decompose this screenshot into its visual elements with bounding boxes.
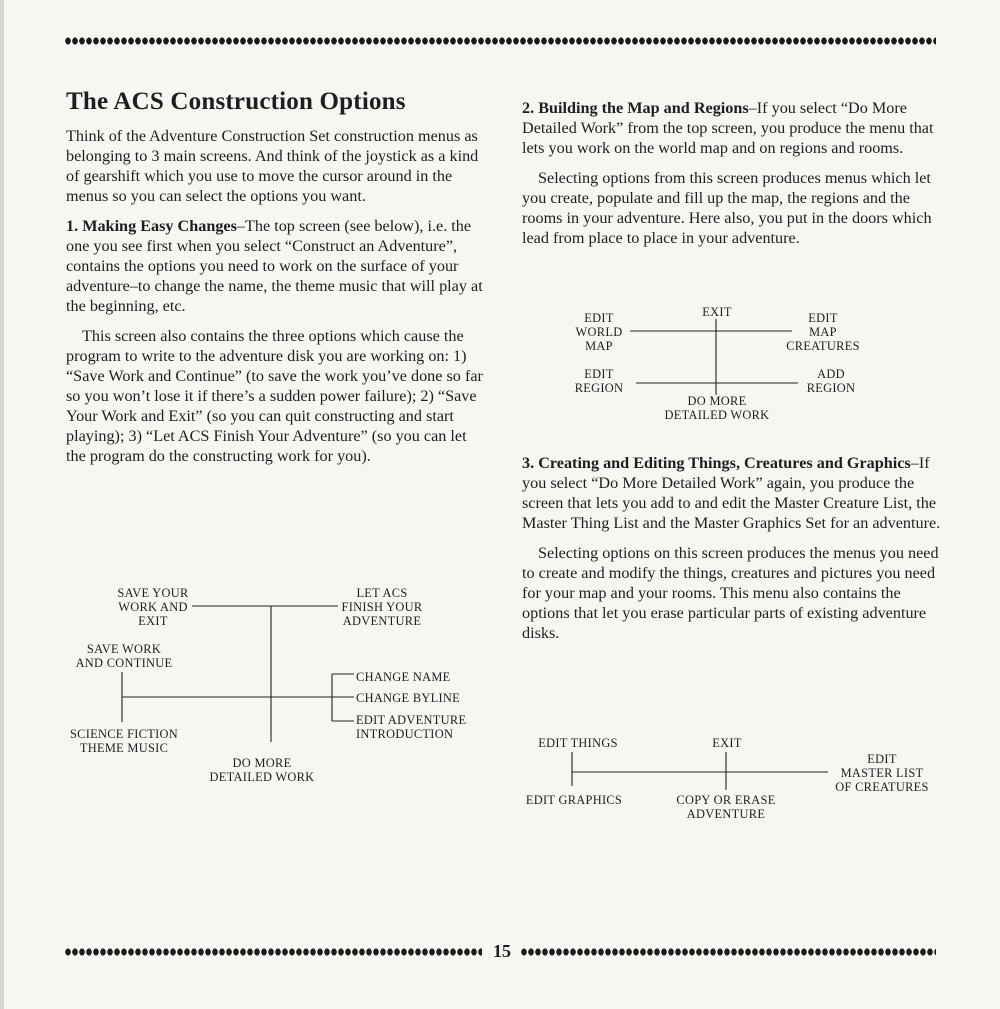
label-save-work-continue bbox=[64, 642, 184, 670]
label-line: MAP bbox=[809, 325, 837, 339]
page-edge bbox=[0, 0, 4, 1009]
intro-paragraph: Think of the Adventure Construction Set construction menus as belonging to 3 main screens. And think of the joystick as a kind of gearshift which you use to move the cursor around in the menus so you can select the options you want. bbox=[66, 127, 479, 205]
right-column bbox=[522, 98, 942, 258]
label-line: DO MORE bbox=[232, 756, 292, 770]
label-line: EDIT bbox=[584, 311, 614, 325]
label-line: SAVE WORK bbox=[86, 642, 162, 656]
section1-paragraph bbox=[66, 216, 486, 316]
section1-text: –The top screen (see below), i.e. the one you see first when you select “Construct an Adventure”, contains the options you need to work on the surface of your adventure–to change the name, the theme music that will play at the beginning, etc. bbox=[66, 217, 483, 315]
label-change-byline: CHANGE BYLINE bbox=[356, 691, 461, 705]
label-edit-world-map bbox=[564, 311, 634, 353]
left-column bbox=[66, 88, 486, 476]
page-heading: The ACS Construction Options bbox=[66, 88, 406, 115]
top-screen-diagram bbox=[60, 584, 490, 784]
label-line: REGION bbox=[574, 381, 624, 395]
label-edit-map-creatures bbox=[778, 311, 868, 353]
label-line: EDIT ADVENTURE bbox=[356, 713, 467, 727]
label-do-more-detailed-work-2 bbox=[652, 394, 782, 422]
label-change-name: CHANGE NAME bbox=[356, 670, 451, 684]
label-edit-things: EDIT THINGS bbox=[538, 736, 618, 750]
label-edit-region bbox=[564, 367, 634, 395]
label-edit-adventure-intro bbox=[356, 713, 466, 741]
top-chain-border bbox=[64, 34, 936, 48]
label-line: ADVENTURE bbox=[342, 614, 422, 628]
section3-lead: 3. Creating and Editing Things, Creatures and Graphics bbox=[522, 454, 911, 472]
label-line: COPY OR ERASE bbox=[676, 793, 776, 807]
label-line: ADD bbox=[817, 367, 845, 381]
section2-paragraph bbox=[522, 98, 942, 158]
label-line: EXIT bbox=[138, 614, 168, 628]
bottom-chain-border-right bbox=[520, 945, 936, 959]
label-line: LET ACS bbox=[356, 586, 408, 600]
label-line: OF CREATURES bbox=[835, 780, 929, 794]
label-line: CREATURES bbox=[786, 339, 860, 353]
label-do-more-detailed-work bbox=[200, 756, 324, 784]
label-edit-graphics: EDIT GRAPHICS bbox=[525, 793, 623, 807]
section2-text: –If you select “Do More Detailed Work” from the top screen, you produce the menu that lets you work on the world map and on regions and rooms. bbox=[522, 99, 934, 157]
label-line: EDIT bbox=[867, 752, 897, 766]
label-edit-master-list-creatures bbox=[828, 752, 936, 794]
section3-text: –If you select “Do More Detailed Work” again, you produce the screen that lets you add to and edit the Master Creature List, the Master Thing List and the Master Graphics Set for an adventure. bbox=[522, 454, 941, 532]
label-line: ADVENTURE bbox=[686, 807, 766, 821]
label-line: FINISH YOUR bbox=[341, 600, 423, 614]
section1-lead: 1. Making Easy Changes bbox=[66, 217, 237, 235]
label-line: EDIT bbox=[584, 367, 614, 381]
label-let-acs-finish bbox=[332, 586, 432, 628]
section2-paragraph-2: Selecting options from this screen produces menus which let you create, populate and fill up the map, the regions and the rooms in your adventure. Here also, you put in the doors which lead from place to place in your adventure. bbox=[522, 169, 932, 247]
bottom-chain-border-left bbox=[64, 945, 482, 959]
section1-paragraph-2: This screen also contains the three options which cause the program to write to the adventure disk you are working on: 1) “Save Work and Continue” (to save the work you’ve done so far so you won’t lose it if there’s a sudden power failure); 2) “Save Your Work and Exit” (so you can quit constructing and start playing); 3) “Let ACS Finish Your Adventure” (so you can let the program do the constructing work for you). bbox=[66, 327, 483, 465]
section3-paragraph-2: Selecting options on this screen produces the menus you need to create and modify the things, creatures and pictures you need for your map and your rooms. This menu also contains the options that let you erase particular parts of existing adventure disks. bbox=[522, 544, 939, 642]
label-exit-3: EXIT bbox=[712, 736, 742, 750]
label-line: WORLD bbox=[575, 325, 623, 339]
label-add-region bbox=[796, 367, 866, 395]
label-line: INTRODUCTION bbox=[356, 727, 454, 741]
label-line: THEME MUSIC bbox=[79, 741, 169, 755]
label-save-your-work-exit bbox=[98, 586, 208, 628]
label-line: MAP bbox=[585, 339, 613, 353]
section3-paragraph bbox=[522, 453, 942, 533]
label-line: SCIENCE FICTION bbox=[69, 727, 179, 741]
page-number: 15 bbox=[493, 941, 511, 961]
label-line: DETAILED WORK bbox=[664, 408, 770, 422]
label-line: DETAILED WORK bbox=[209, 770, 315, 784]
label-line: WORK AND bbox=[118, 600, 188, 614]
label-line: REGION bbox=[806, 381, 856, 395]
label-line: SAVE YOUR bbox=[117, 586, 189, 600]
label-line: DO MORE bbox=[687, 394, 747, 408]
label-line: MASTER LIST bbox=[840, 766, 924, 780]
label-line: AND CONTINUE bbox=[75, 656, 173, 670]
label-theme-music bbox=[60, 727, 188, 755]
detailed-work-diagram bbox=[560, 305, 880, 425]
section2-lead: 2. Building the Map and Regions bbox=[522, 99, 749, 117]
label-copy-or-erase-adventure bbox=[668, 793, 784, 821]
label-line: EDIT bbox=[808, 311, 838, 325]
right-column-section3 bbox=[522, 453, 942, 653]
master-lists-diagram bbox=[520, 736, 940, 826]
label-exit: EXIT bbox=[702, 305, 732, 319]
